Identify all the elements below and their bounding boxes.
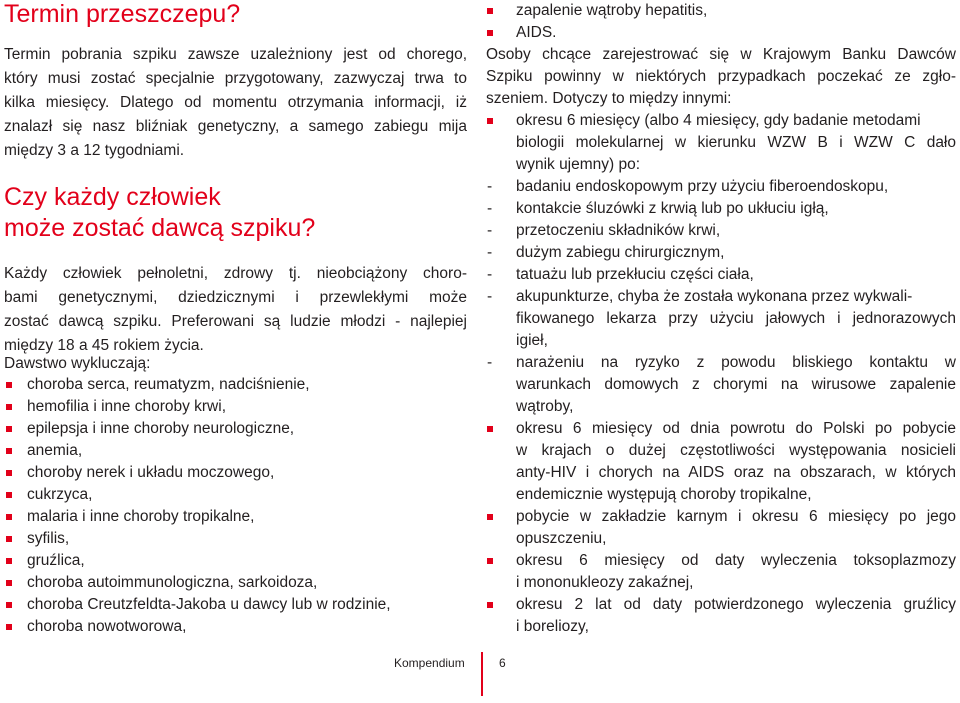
continuation-line [486,330,548,352]
red-square-bullet-icon [487,514,493,520]
line-text: tatuażu lub przekłuciu części ciała, [516,266,754,283]
line-text: okresu 2 lat od daty potwierdzonego wyleczenia gruźlicy [516,596,956,613]
dash-marker-icon: - [487,244,493,261]
bullet-item [486,0,707,22]
exclusion-item [4,462,391,484]
line-text: badaniu endoskopowym przy użyciu fiberoendoskopu, [516,178,889,195]
line-text: biologii molekularnej w kierunku WZW B i WZW C dało [516,134,956,151]
red-square-bullet-icon [6,558,12,564]
dash-marker-icon: - [487,178,493,195]
line-text: okresu 6 miesięcy od daty wyleczenia toksoplazmozy [516,552,956,569]
line-text: i mononukleozy zakaźnej, [516,574,694,591]
exclusion-text: choroba autoimmunologiczna, sarkoidoza, [27,574,318,591]
red-square-bullet-icon [6,580,12,586]
red-square-bullet-icon [6,426,12,432]
intro-line: znalazł się nasz bliźniak genetyczny, a samego zabiegu mija [4,118,467,135]
line-text: kontakcie śluzówki z krwią lub po ukłuciu igłą, [516,200,829,217]
continuation-line [486,308,956,330]
bullet-item [486,506,956,528]
exclusion-text: epilepsja i inne choroby neurologiczne, [27,420,295,437]
continuation-line [486,374,956,396]
dash-item [486,176,888,198]
exclusion-item [4,374,391,396]
dash-marker-icon: - [487,222,493,239]
line-text: zapalenie wątroby hepatitis, [516,2,708,19]
line-text: endemicznie występują choroby tropikalne, [516,486,812,503]
line-text: pobycie w zakładzie karnym i okresu 6 miesięcy po jego [516,508,956,525]
continuation-line [486,440,956,462]
dash-marker-icon: - [487,354,493,371]
donor-line: Każdy człowiek pełnoletni, zdrowy tj. nieobciążony choro- [4,265,467,282]
footer-divider [481,652,483,696]
red-square-bullet-icon [487,118,493,124]
line-text: warunkach domowych z chorymi na wirusowe zapalenie [516,376,956,393]
red-square-bullet-icon [6,470,12,476]
red-square-bullet-icon [6,382,12,388]
paragraph-line [486,88,732,110]
continuation-line [486,528,606,550]
bullet-item [486,110,921,132]
red-square-bullet-icon [487,8,493,14]
continuation-line [486,396,573,418]
exclusion-item [4,484,391,506]
dash-item [486,242,724,264]
exclusion-text: choroby nerek i układu moczowego, [27,464,275,481]
line-text: Osoby chcące zarejestrować się w Krajowym Banku Dawców [486,46,956,63]
exclusion-text: malaria i inne choroby tropikalne, [27,508,255,525]
exclusion-text: choroba Creutzfeldta-Jakoba u dawcy lub w rodzinie, [27,596,391,613]
exclusion-item [4,572,391,594]
exclusion-item [4,418,391,440]
red-square-bullet-icon [487,30,493,36]
intro-line: Termin pobrania szpiku zawsze uzależniony jest od chorego, [4,46,467,63]
exclusion-intro: Dawstwo wykluczają: [4,355,151,372]
line-text: akupunkturze, chyba że została wykonana przez wykwali- [516,288,913,305]
intro-line: który musi zostać specjalnie przygotowany, zazwyczaj trwa to [4,70,467,87]
line-text: dużym zabiegu chirurgicznym, [516,244,725,261]
red-square-bullet-icon [6,448,12,454]
exclusion-item [4,550,391,572]
donor-paragraph [4,262,467,358]
dash-marker-icon: - [487,200,493,217]
line-text: igieł, [516,332,548,349]
heading-termin: Termin przeszczepu? [4,0,241,28]
dash-item [486,264,754,286]
red-square-bullet-icon [487,426,493,432]
line-text: wynik ujemny) po: [516,156,641,173]
intro-line: między 3 a 12 tygodniami. [4,142,185,159]
line-text: Szpiku powinny w niektórych przypadkach poczekać ze zgło- [486,68,956,85]
line-text: opuszczeniu, [516,530,607,547]
exclusion-text: cukrzyca, [27,486,93,503]
red-square-bullet-icon [6,404,12,410]
line-text: i boreliozy, [516,618,589,635]
exclusion-text: hemofilia i inne choroby krwi, [27,398,227,415]
exclusion-item [4,506,391,528]
red-square-bullet-icon [6,624,12,630]
red-square-bullet-icon [6,514,12,520]
bullet-item [486,22,556,44]
exclusion-item [4,440,391,462]
subheading-line-2: może zostać dawcą szpiku? [4,214,316,242]
red-square-bullet-icon [487,558,493,564]
dash-marker-icon: - [487,266,493,283]
exclusion-text: gruźlica, [27,552,85,569]
continuation-line [486,462,956,484]
continuation-line [486,132,956,154]
subheading-line-1: Czy każdy człowiek [4,183,221,211]
dash-item [486,220,720,242]
line-text: narażeniu na ryzyko z powodu bliskiego kontaktu w [516,354,956,371]
intro-paragraph [4,43,467,163]
exclusion-item [4,616,391,638]
line-text: wątroby, [516,398,574,415]
donor-line: zostać dawcą szpiku. Preferowani są ludzie młodzi - najlepiej [4,313,467,330]
red-square-bullet-icon [487,602,493,608]
bullet-item [486,550,956,572]
paragraph-line [486,66,956,88]
dash-item [486,198,829,220]
bullet-item [486,418,956,440]
exclusion-item [4,528,391,550]
line-text: w krajach o dużej częstotliwości występowania nosicieli [516,442,956,459]
exclusion-text: anemia, [27,442,83,459]
donor-line: bami genetycznymi, dziedzicznymi i przewlekłymi może [4,289,467,306]
dash-marker-icon: - [487,288,493,305]
line-text: przetoczeniu składników krwi, [516,222,721,239]
exclusion-text: choroba serca, reumatyzm, nadciśnienie, [27,376,310,393]
line-text: anty-HIV i chorych na AIDS oraz na obszarach, w których [516,464,956,481]
red-square-bullet-icon [6,536,12,542]
exclusion-text: choroba nowotworowa, [27,618,187,635]
intro-line: kilka miesięcy. Dlatego od momentu otrzymania informacji, iż [4,94,467,111]
red-square-bullet-icon [6,492,12,498]
continuation-line [486,154,640,176]
donor-line: między 18 a 45 rokiem życia. [4,337,204,354]
exclusion-list [4,374,391,638]
line-text: szeniem. Dotyczy to między innymi: [486,90,732,107]
line-text: fikowanego lekarza przy użyciu jałowych i jednorazowych [516,310,956,327]
exclusion-item [4,396,391,418]
exclusion-item [4,594,391,616]
publication-name: Kompendium [394,656,465,670]
continuation-line [486,616,589,638]
exclusion-text: syfilis, [27,530,70,547]
page-number: 6 [499,656,506,670]
dash-item [486,352,956,374]
line-text: okresu 6 miesięcy od dnia powrotu do Polski po pobycie [516,420,956,437]
line-text: okresu 6 miesięcy (albo 4 miesięcy, gdy badanie metodami [516,112,921,129]
line-text: AIDS. [516,24,557,41]
continuation-line [486,572,694,594]
continuation-line [486,484,812,506]
bullet-item [486,594,956,616]
red-square-bullet-icon [6,602,12,608]
dash-item [486,286,912,308]
paragraph-line [486,44,956,66]
